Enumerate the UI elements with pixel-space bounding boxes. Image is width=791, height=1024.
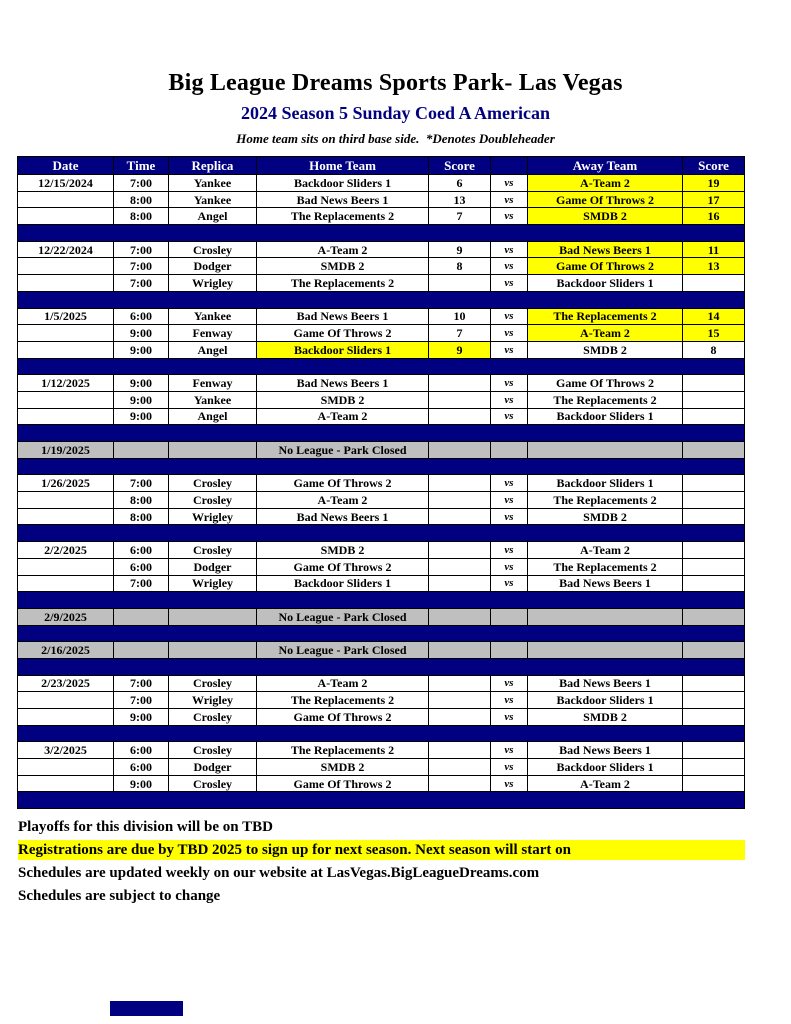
date-cell: 2/9/2025 <box>18 608 114 625</box>
game-row <box>18 709 745 726</box>
game-row <box>18 325 745 342</box>
registration-note: Registrations are due by TBD 2025 to sign up for next season. Next season will start on <box>18 840 745 860</box>
home-team-cell: Game Of Throws 2 <box>257 475 429 492</box>
time-cell: 9:00 <box>114 775 169 792</box>
home-team-cell: Backdoor Sliders 1 <box>257 341 429 358</box>
game-row <box>18 391 745 408</box>
away-team-cell: SMDB 2 <box>528 208 683 225</box>
page-note: Home team sits on third base side. *Denotes Doubleheader <box>236 131 555 146</box>
page-title: Big League Dreams Sports Park- Las Vegas <box>168 70 623 96</box>
vs-cell: vs <box>491 175 528 192</box>
home-team-cell: Bad News Beers 1 <box>257 375 429 392</box>
col-header-vs <box>491 157 528 175</box>
game-row <box>18 258 745 275</box>
date-cell <box>18 558 114 575</box>
game-row <box>18 775 745 792</box>
date-cell: 1/19/2025 <box>18 442 114 459</box>
date-cell <box>18 191 114 208</box>
home-score-cell <box>429 575 491 592</box>
time-cell: 9:00 <box>114 325 169 342</box>
vs-cell: vs <box>491 308 528 325</box>
col-header-time: Time <box>114 157 169 175</box>
away-team-cell: Backdoor Sliders 1 <box>528 692 683 709</box>
away-team-cell: Bad News Beers 1 <box>528 241 683 258</box>
date-cell <box>18 492 114 509</box>
date-cell: 1/12/2025 <box>18 375 114 392</box>
date-cell: 2/2/2025 <box>18 542 114 559</box>
away-score-cell <box>683 275 745 292</box>
away-score-cell <box>683 375 745 392</box>
time-cell: 7:00 <box>114 175 169 192</box>
time-cell: 9:00 <box>114 408 169 425</box>
home-team-cell: Game Of Throws 2 <box>257 558 429 575</box>
separator-row <box>18 458 745 475</box>
home-team-cell: SMDB 2 <box>257 391 429 408</box>
home-team-cell: Backdoor Sliders 1 <box>257 575 429 592</box>
game-row <box>18 508 745 525</box>
vs-cell: vs <box>491 341 528 358</box>
home-team-cell: SMDB 2 <box>257 759 429 776</box>
website-note: Schedules are updated weekly on our website at LasVegas.BigLeagueDreams.com <box>18 865 540 882</box>
replica-cell: Crosley <box>169 241 257 258</box>
game-row <box>18 241 745 258</box>
separator-band <box>18 425 745 442</box>
home-team-cell: The Replacements 2 <box>257 275 429 292</box>
separator-row <box>18 725 745 742</box>
home-score-cell <box>429 475 491 492</box>
subject-to-change-note: Schedules are subject to change <box>18 888 221 905</box>
home-score-cell <box>429 709 491 726</box>
replica-cell: Fenway <box>169 325 257 342</box>
home-score-cell: 13 <box>429 191 491 208</box>
away-team-cell: A-Team 2 <box>528 775 683 792</box>
time-cell: 7:00 <box>114 692 169 709</box>
away-team-cell: SMDB 2 <box>528 341 683 358</box>
away-score-cell <box>683 492 745 509</box>
vs-cell: vs <box>491 709 528 726</box>
col-header-home: Home Team <box>257 157 429 175</box>
col-header-away: Away Team <box>528 157 683 175</box>
home-team-cell: Game Of Throws 2 <box>257 775 429 792</box>
home-score-cell <box>429 759 491 776</box>
replica-cell <box>169 608 257 625</box>
separator-row <box>18 225 745 242</box>
col-header-away_score: Score <box>683 157 745 175</box>
away-team-cell: The Replacements 2 <box>528 492 683 509</box>
away-team-cell: SMDB 2 <box>528 709 683 726</box>
time-cell: 7:00 <box>114 258 169 275</box>
time-cell: 9:00 <box>114 341 169 358</box>
separator-band <box>18 225 745 242</box>
replica-cell: Crosley <box>169 709 257 726</box>
separator-band <box>18 525 745 542</box>
home-team-cell: Bad News Beers 1 <box>257 508 429 525</box>
home-score-cell <box>429 391 491 408</box>
away-team-cell: The Replacements 2 <box>528 308 683 325</box>
time-cell: 8:00 <box>114 508 169 525</box>
game-row <box>18 475 745 492</box>
home-team-cell: A-Team 2 <box>257 675 429 692</box>
home-score-cell <box>429 508 491 525</box>
away-score-cell: 11 <box>683 241 745 258</box>
away-team-cell <box>528 642 683 659</box>
away-team-cell: Game Of Throws 2 <box>528 258 683 275</box>
home-team-cell: Bad News Beers 1 <box>257 308 429 325</box>
date-cell <box>18 341 114 358</box>
vs-cell: vs <box>491 325 528 342</box>
replica-cell: Angel <box>169 208 257 225</box>
vs-cell: vs <box>491 191 528 208</box>
home-score-cell <box>429 275 491 292</box>
away-team-cell: Bad News Beers 1 <box>528 675 683 692</box>
home-score-cell: 6 <box>429 175 491 192</box>
vs-cell: vs <box>491 241 528 258</box>
home-team-cell: A-Team 2 <box>257 408 429 425</box>
vs-cell: vs <box>491 575 528 592</box>
home-score-cell <box>429 742 491 759</box>
home-score-cell: 7 <box>429 325 491 342</box>
game-row <box>18 492 745 509</box>
replica-cell: Crosley <box>169 675 257 692</box>
date-cell <box>18 208 114 225</box>
away-score-cell <box>683 709 745 726</box>
separator-row <box>18 658 745 675</box>
away-score-cell <box>683 642 745 659</box>
replica-cell <box>169 442 257 459</box>
time-cell: 7:00 <box>114 675 169 692</box>
vs-cell <box>491 642 528 659</box>
playoffs-note: Playoffs for this division will be on TBD <box>18 819 273 836</box>
vs-cell <box>491 608 528 625</box>
date-cell <box>18 325 114 342</box>
date-cell: 1/26/2025 <box>18 475 114 492</box>
time-cell: 7:00 <box>114 275 169 292</box>
game-row <box>18 675 745 692</box>
home-score-cell <box>429 608 491 625</box>
replica-cell: Crosley <box>169 775 257 792</box>
vs-cell: vs <box>491 375 528 392</box>
time-cell: 7:00 <box>114 575 169 592</box>
col-header-replica: Replica <box>169 157 257 175</box>
replica-cell: Yankee <box>169 191 257 208</box>
schedule-table-body <box>18 175 745 809</box>
home-score-cell <box>429 642 491 659</box>
away-score-cell <box>683 608 745 625</box>
vs-cell: vs <box>491 475 528 492</box>
home-score-cell <box>429 692 491 709</box>
home-team-cell: Game Of Throws 2 <box>257 325 429 342</box>
away-score-cell <box>683 408 745 425</box>
header-row <box>18 157 745 175</box>
date-cell: 2/23/2025 <box>18 675 114 692</box>
home-score-cell: 9 <box>429 241 491 258</box>
home-score-cell <box>429 558 491 575</box>
date-cell <box>18 775 114 792</box>
footer-notes <box>18 817 745 906</box>
vs-cell: vs <box>491 742 528 759</box>
away-score-cell <box>683 475 745 492</box>
game-row <box>18 575 745 592</box>
away-score-cell <box>683 775 745 792</box>
time-cell: 7:00 <box>114 241 169 258</box>
time-cell <box>114 442 169 459</box>
separator-band <box>18 358 745 375</box>
home-score-cell <box>429 675 491 692</box>
closed-label-cell: No League - Park Closed <box>257 608 429 625</box>
date-cell <box>18 408 114 425</box>
page-subtitle: 2024 Season 5 Sunday Coed A American <box>240 103 551 123</box>
date-cell <box>18 258 114 275</box>
replica-cell: Yankee <box>169 175 257 192</box>
game-row <box>18 408 745 425</box>
time-cell: 6:00 <box>114 558 169 575</box>
away-team-cell <box>528 442 683 459</box>
replica-cell <box>169 642 257 659</box>
away-team-cell <box>528 608 683 625</box>
vs-cell: vs <box>491 258 528 275</box>
col-header-date: Date <box>18 157 114 175</box>
home-team-cell: Backdoor Sliders 1 <box>257 175 429 192</box>
away-score-cell <box>683 692 745 709</box>
home-score-cell: 10 <box>429 308 491 325</box>
home-team-cell: A-Team 2 <box>257 492 429 509</box>
home-team-cell: Bad News Beers 1 <box>257 191 429 208</box>
separator-row <box>18 525 745 542</box>
separator-band <box>18 592 745 609</box>
home-score-cell <box>429 408 491 425</box>
away-score-cell: 15 <box>683 325 745 342</box>
separator-band <box>18 625 745 642</box>
home-score-cell: 8 <box>429 258 491 275</box>
game-row <box>18 558 745 575</box>
separator-row <box>18 358 745 375</box>
time-cell: 8:00 <box>114 492 169 509</box>
date-cell <box>18 692 114 709</box>
vs-cell: vs <box>491 492 528 509</box>
closed-label-cell: No League - Park Closed <box>257 642 429 659</box>
game-row <box>18 308 745 325</box>
date-cell <box>18 709 114 726</box>
replica-cell: Dodger <box>169 258 257 275</box>
separator-band <box>18 658 745 675</box>
away-team-cell: The Replacements 2 <box>528 558 683 575</box>
vs-cell: vs <box>491 275 528 292</box>
replica-cell: Angel <box>169 408 257 425</box>
replica-cell: Fenway <box>169 375 257 392</box>
separator-band <box>18 725 745 742</box>
replica-cell: Wrigley <box>169 508 257 525</box>
game-row <box>18 208 745 225</box>
game-row <box>18 175 745 192</box>
game-row <box>18 759 745 776</box>
home-team-cell: Game Of Throws 2 <box>257 709 429 726</box>
away-team-cell: Backdoor Sliders 1 <box>528 759 683 776</box>
game-row <box>18 692 745 709</box>
away-team-cell: Backdoor Sliders 1 <box>528 408 683 425</box>
away-score-cell <box>683 442 745 459</box>
home-team-cell: The Replacements 2 <box>257 208 429 225</box>
vs-cell: vs <box>491 759 528 776</box>
time-cell: 8:00 <box>114 191 169 208</box>
home-team-cell: SMDB 2 <box>257 258 429 275</box>
separator-band <box>18 291 745 308</box>
time-cell: 6:00 <box>114 742 169 759</box>
replica-cell: Wrigley <box>169 575 257 592</box>
vs-cell: vs <box>491 508 528 525</box>
game-row <box>18 742 745 759</box>
date-cell: 2/16/2025 <box>18 642 114 659</box>
away-team-cell: Game Of Throws 2 <box>528 375 683 392</box>
replica-cell: Crosley <box>169 492 257 509</box>
bottom-bar <box>110 1001 183 1016</box>
home-score-cell <box>429 492 491 509</box>
vs-cell: vs <box>491 675 528 692</box>
away-score-cell <box>683 558 745 575</box>
home-team-cell: The Replacements 2 <box>257 692 429 709</box>
replica-cell: Crosley <box>169 742 257 759</box>
vs-cell: vs <box>491 775 528 792</box>
time-cell: 7:00 <box>114 475 169 492</box>
schedule-table <box>17 156 745 809</box>
date-cell <box>18 391 114 408</box>
away-score-cell: 8 <box>683 341 745 358</box>
home-score-cell <box>429 442 491 459</box>
away-score-cell <box>683 391 745 408</box>
col-header-home_score: Score <box>429 157 491 175</box>
away-team-cell: SMDB 2 <box>528 508 683 525</box>
time-cell: 9:00 <box>114 709 169 726</box>
time-cell: 6:00 <box>114 308 169 325</box>
replica-cell: Angel <box>169 341 257 358</box>
game-row <box>18 375 745 392</box>
replica-cell: Wrigley <box>169 275 257 292</box>
home-team-cell: A-Team 2 <box>257 241 429 258</box>
home-score-cell <box>429 375 491 392</box>
vs-cell: vs <box>491 208 528 225</box>
closed-row <box>18 442 745 459</box>
away-score-cell <box>683 542 745 559</box>
replica-cell: Dodger <box>169 558 257 575</box>
away-team-cell: A-Team 2 <box>528 542 683 559</box>
time-cell <box>114 608 169 625</box>
away-score-cell: 19 <box>683 175 745 192</box>
replica-cell: Crosley <box>169 475 257 492</box>
away-team-cell: A-Team 2 <box>528 325 683 342</box>
time-cell: 9:00 <box>114 391 169 408</box>
separator-row <box>18 792 745 809</box>
date-cell <box>18 275 114 292</box>
schedule-table-head <box>18 157 745 175</box>
away-score-cell: 14 <box>683 308 745 325</box>
game-row <box>18 275 745 292</box>
home-score-cell: 7 <box>429 208 491 225</box>
away-team-cell: Backdoor Sliders 1 <box>528 275 683 292</box>
vs-cell: vs <box>491 542 528 559</box>
time-cell: 6:00 <box>114 542 169 559</box>
replica-cell: Crosley <box>169 542 257 559</box>
away-team-cell: Game Of Throws 2 <box>528 191 683 208</box>
time-cell: 6:00 <box>114 759 169 776</box>
vs-cell: vs <box>491 391 528 408</box>
separator-row <box>18 291 745 308</box>
away-score-cell <box>683 508 745 525</box>
time-cell: 8:00 <box>114 208 169 225</box>
away-score-cell: 17 <box>683 191 745 208</box>
home-score-cell <box>429 775 491 792</box>
separator-band <box>18 458 745 475</box>
replica-cell: Dodger <box>169 759 257 776</box>
date-cell <box>18 759 114 776</box>
date-cell: 1/5/2025 <box>18 308 114 325</box>
time-cell <box>114 642 169 659</box>
game-row <box>18 542 745 559</box>
closed-row <box>18 608 745 625</box>
date-cell: 12/22/2024 <box>18 241 114 258</box>
date-cell <box>18 575 114 592</box>
replica-cell: Wrigley <box>169 692 257 709</box>
away-team-cell: The Replacements 2 <box>528 391 683 408</box>
away-team-cell: Bad News Beers 1 <box>528 742 683 759</box>
time-cell: 9:00 <box>114 375 169 392</box>
away-team-cell: Backdoor Sliders 1 <box>528 475 683 492</box>
closed-row <box>18 642 745 659</box>
away-score-cell: 13 <box>683 258 745 275</box>
home-team-cell: The Replacements 2 <box>257 742 429 759</box>
away-team-cell: Bad News Beers 1 <box>528 575 683 592</box>
away-score-cell <box>683 675 745 692</box>
closed-label-cell: No League - Park Closed <box>257 442 429 459</box>
separator-row <box>18 625 745 642</box>
away-score-cell <box>683 742 745 759</box>
vs-cell: vs <box>491 692 528 709</box>
separator-band <box>18 792 745 809</box>
away-score-cell <box>683 575 745 592</box>
game-row <box>18 341 745 358</box>
replica-cell: Yankee <box>169 391 257 408</box>
game-row <box>18 191 745 208</box>
date-cell <box>18 508 114 525</box>
date-cell: 12/15/2024 <box>18 175 114 192</box>
vs-cell: vs <box>491 558 528 575</box>
vs-cell: vs <box>491 408 528 425</box>
home-score-cell <box>429 542 491 559</box>
home-team-cell: SMDB 2 <box>257 542 429 559</box>
away-team-cell: A-Team 2 <box>528 175 683 192</box>
separator-row <box>18 592 745 609</box>
date-cell: 3/2/2025 <box>18 742 114 759</box>
replica-cell: Yankee <box>169 308 257 325</box>
separator-row <box>18 425 745 442</box>
away-score-cell: 16 <box>683 208 745 225</box>
home-score-cell: 9 <box>429 341 491 358</box>
vs-cell <box>491 442 528 459</box>
away-score-cell <box>683 759 745 776</box>
